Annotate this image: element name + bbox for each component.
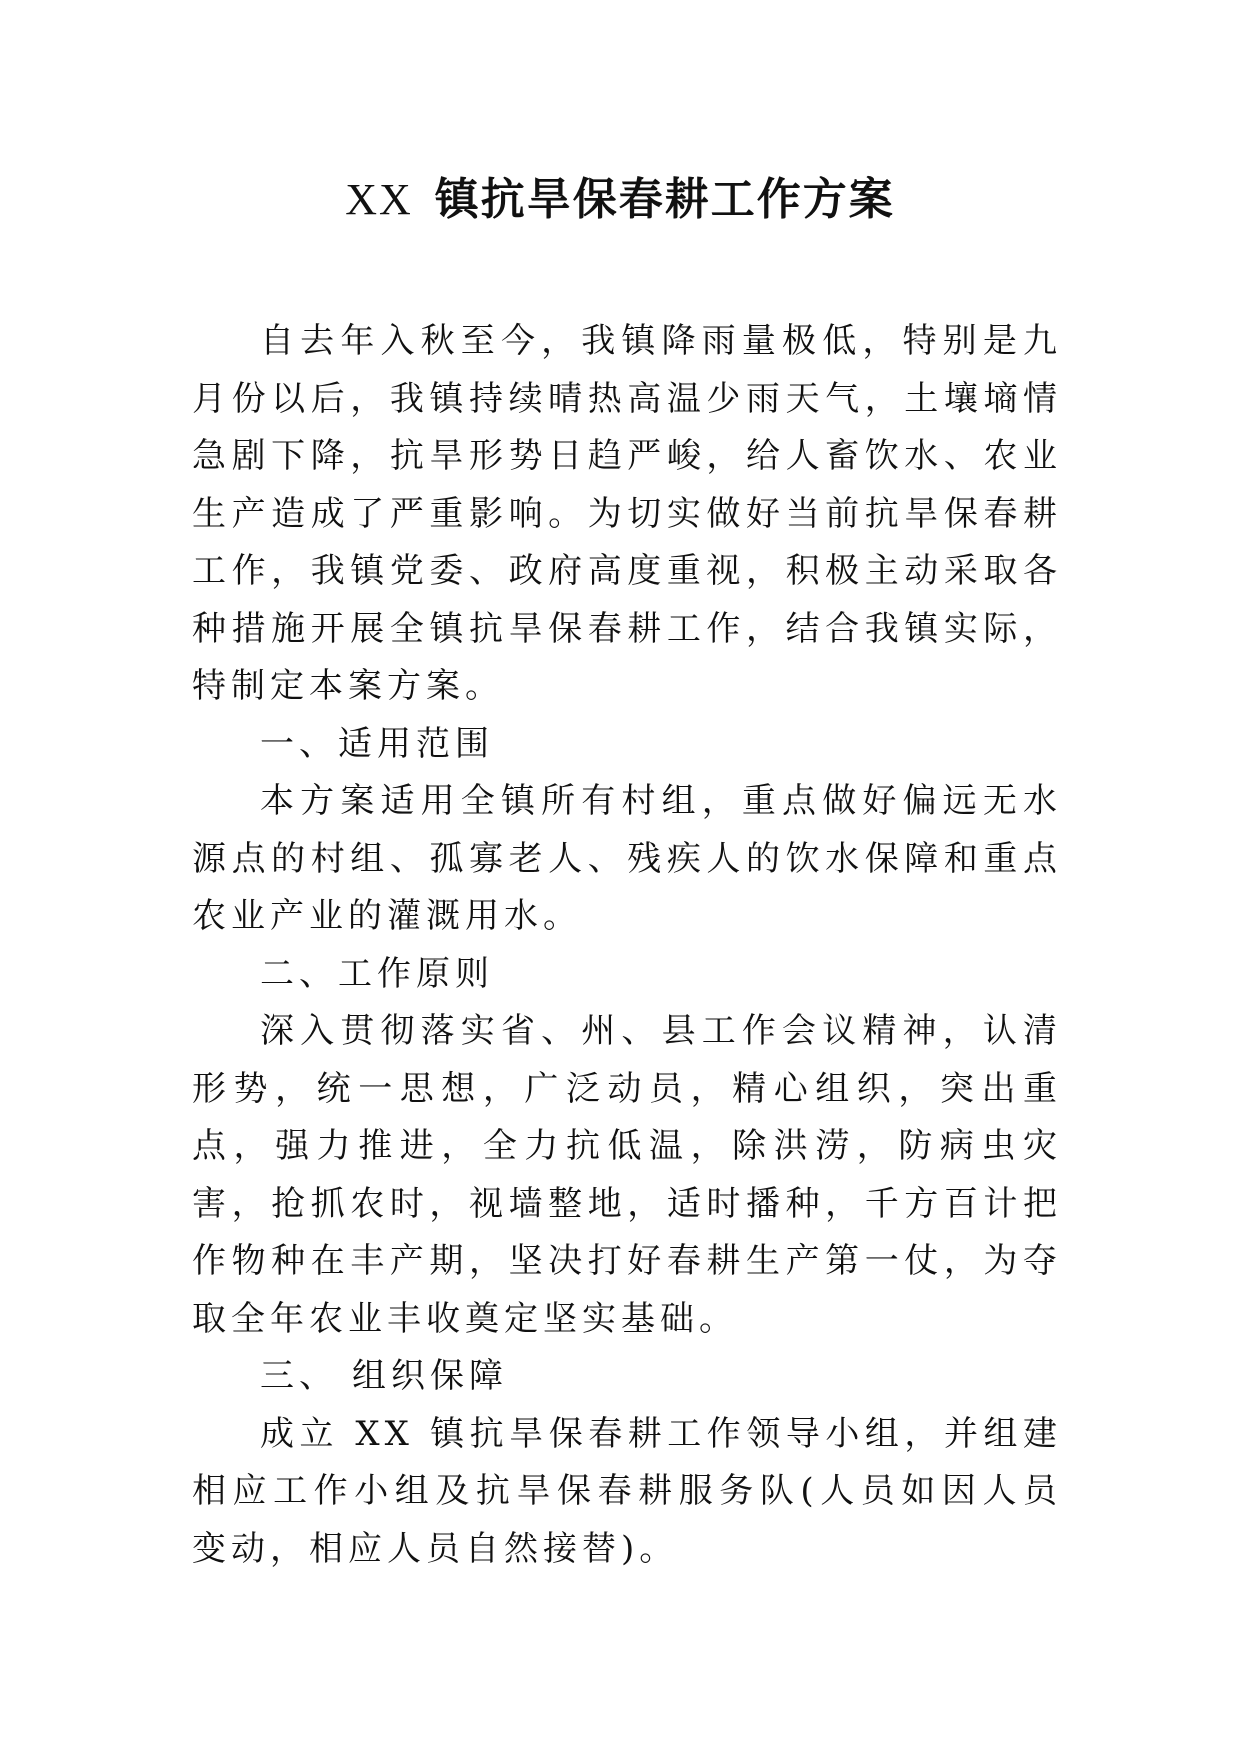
document-body — [192, 313, 1062, 1578]
section-3-title: 组织保障 — [352, 1356, 508, 1396]
section-3-heading — [192, 1348, 1062, 1406]
section-2-paragraph: 深入贯彻落实省、州、县工作会议精神，认清形势，统一思想，广泛动员，精心组织，突出重点，强力推进，全力抗低温，除洪涝，防病虫灾害，抢抓农时，视墙整地，适时播种，千方百计把作物种在丰产期，坚决打好春耕生产第一仗，为夺取全年农业丰收奠定坚实基础。 — [192, 1011, 1062, 1339]
section-1-heading: 一、适用范围 — [260, 723, 494, 764]
title-main: 镇抗旱保春耕工作方案 — [434, 174, 895, 225]
title-prefix: XX — [345, 175, 413, 224]
section-2-heading: 二、工作原则 — [260, 953, 494, 994]
section-3-number: 三、 — [260, 1356, 338, 1396]
document-title — [0, 170, 1240, 230]
section-3-paragraph: 成立 XX 镇抗旱保春耕工作领导小组，并组建相应工作小组及抗旱保春耕服务队(人员如因人员变动，相应人员自然接替)。 — [192, 1413, 1062, 1569]
section-1-paragraph: 本方案适用全镇所有村组，重点做好偏远无水源点的村组、孤寡老人、残疾人的饮水保障和重点农业产业的灌溉用水。 — [192, 781, 1062, 936]
intro-paragraph: 自去年入秋至今，我镇降雨量极低，特别是九月份以后，我镇持续晴热高温少雨天气，土壤墒情急剧下降，抗旱形势日趋严峻，给人畜饮水、农业生产造成了严重影响。为切实做好当前抗旱保春耕工作，我镇党委、政府高度重视，积极主动采取各种措施开展全镇抗旱保春耕工作，结合我镇实际，特制定本案方案。 — [192, 321, 1062, 706]
